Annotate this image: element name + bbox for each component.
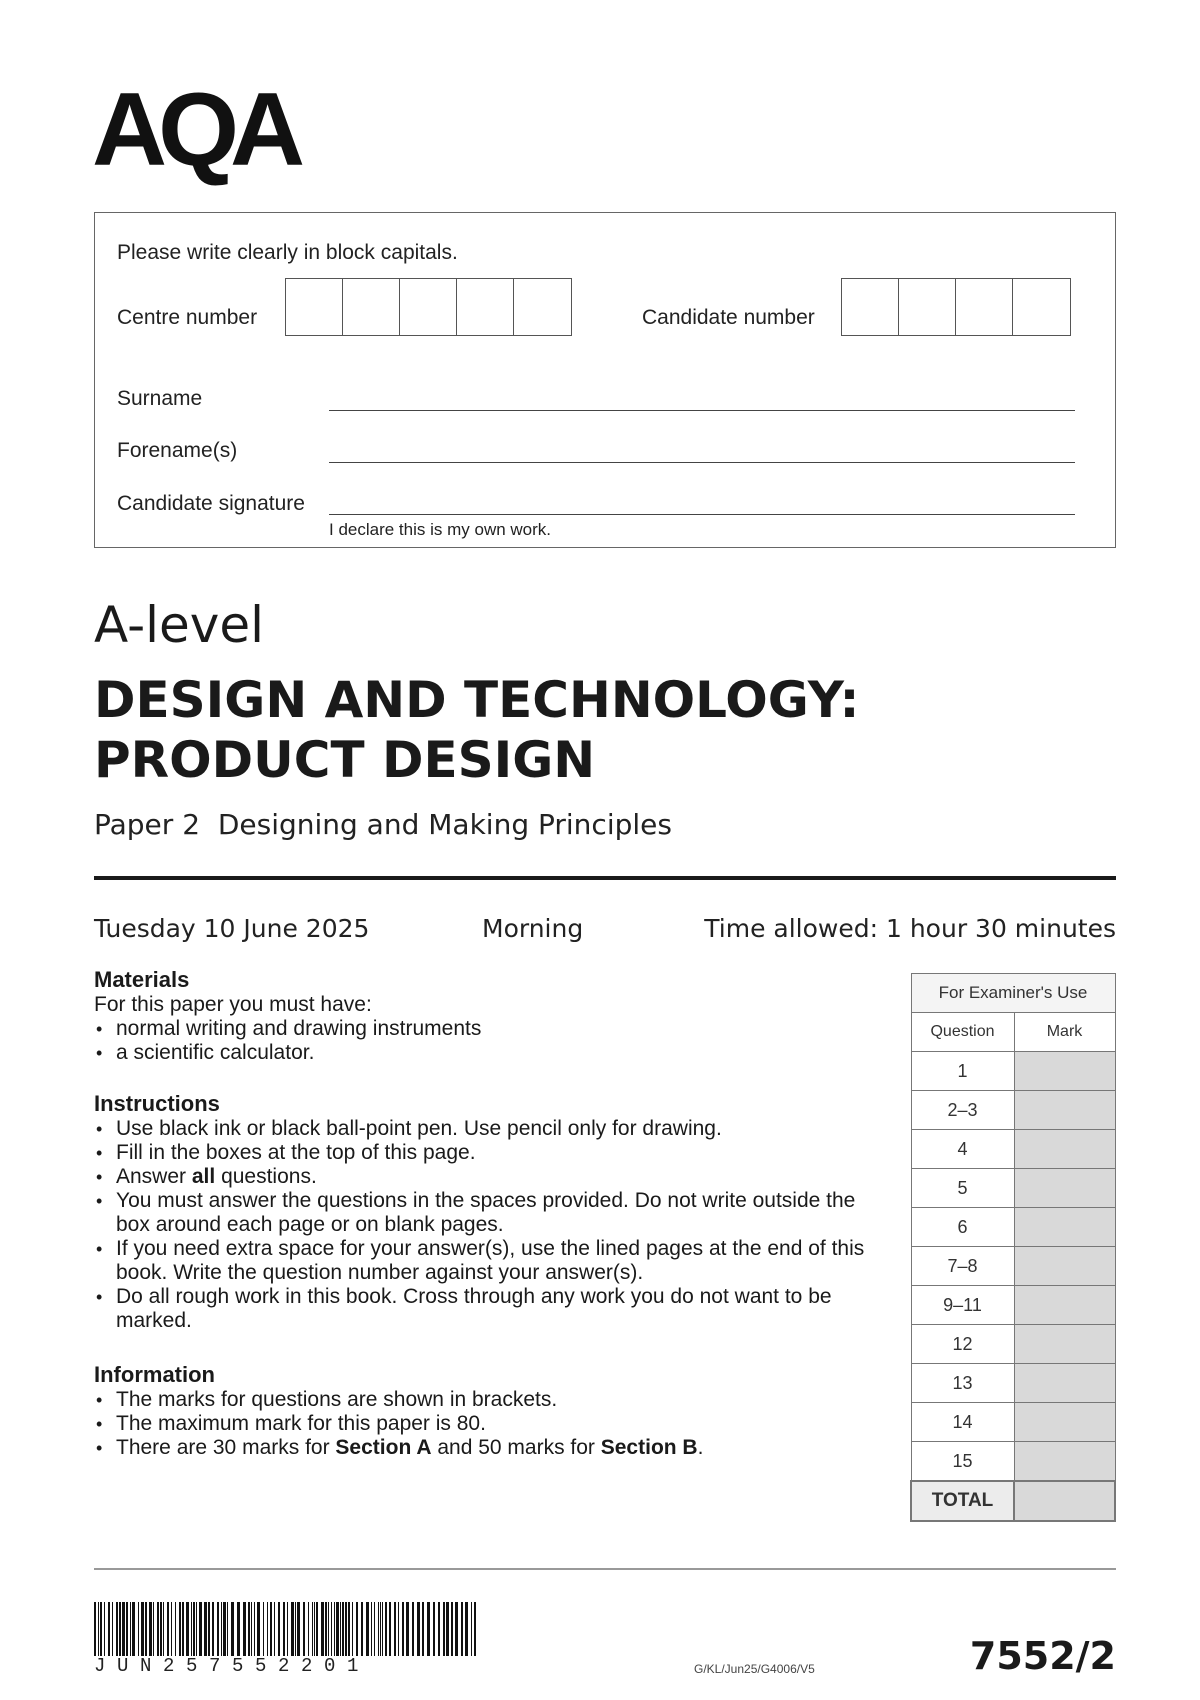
materials-section — [94, 967, 894, 1065]
mark-cell — [1014, 1247, 1115, 1286]
table-row — [911, 1442, 1115, 1482]
table-row — [911, 1403, 1115, 1442]
information-list — [94, 1388, 894, 1460]
table-row — [911, 1247, 1115, 1286]
examiner-table-title: For Examiner's Use — [911, 974, 1115, 1013]
list-item: • The maximum mark for this paper is 80. — [94, 1412, 894, 1436]
list-item: • Use black ink or black ball-point pen. Use pencil only for drawing. — [94, 1117, 894, 1141]
list-item: • normal writing and drawing instruments — [94, 1017, 894, 1041]
materials-intro: For this paper you must have: — [94, 993, 372, 1016]
candidate-number-digit-box[interactable] — [956, 279, 1013, 335]
subject-title-line-2: PRODUCT DESIGN — [94, 731, 596, 789]
table-row — [911, 1364, 1115, 1403]
list-item: • The marks for questions are shown in brackets. — [94, 1388, 894, 1412]
aqa-logo: AQA — [92, 72, 297, 188]
table-row — [911, 1130, 1115, 1169]
examiner-use-table — [910, 973, 1116, 1522]
question-number: 5 — [911, 1169, 1014, 1208]
candidate-number-digit-box[interactable] — [1013, 279, 1070, 335]
question-number: 2–3 — [911, 1091, 1014, 1130]
table-row — [911, 1325, 1115, 1364]
surname-field[interactable] — [329, 410, 1075, 411]
centre-number-boxes[interactable] — [285, 278, 572, 336]
mark-cell — [1014, 1325, 1115, 1364]
forenames-label: Forename(s) — [117, 439, 238, 462]
mark-cell — [1014, 1169, 1115, 1208]
subject-title — [94, 670, 860, 790]
surname-label: Surname — [117, 387, 203, 410]
instructions-heading: Instructions — [94, 1091, 220, 1116]
list-item: • Fill in the boxes at the top of this page. — [94, 1141, 894, 1165]
candidate-number-label: Candidate number — [642, 306, 815, 329]
time-allowed: Time allowed: 1 hour 30 minutes — [704, 914, 1116, 943]
question-number: 7–8 — [911, 1247, 1014, 1286]
question-number: 9–11 — [911, 1286, 1014, 1325]
signature-label: Candidate signature — [117, 492, 305, 515]
materials-list — [94, 1017, 894, 1065]
list-item: • There are 30 marks for Section A and 50 marks for Section B. — [94, 1436, 894, 1460]
question-number: 14 — [911, 1403, 1014, 1442]
table-row — [911, 1208, 1115, 1247]
paper-reference: G/KL/Jun25/G4006/V5 — [694, 1662, 815, 1676]
question-number: 12 — [911, 1325, 1014, 1364]
mark-cell — [1014, 1442, 1115, 1482]
candidate-number-digit-box[interactable] — [899, 279, 956, 335]
instructions-list — [94, 1117, 894, 1333]
paper-title: Paper 2 Designing and Making Principles — [94, 808, 672, 841]
mark-cell — [1014, 1286, 1115, 1325]
centre-number-digit-box[interactable] — [343, 279, 400, 335]
examiner-table-body — [911, 1052, 1115, 1522]
table-row — [911, 1091, 1115, 1130]
block-capitals-instruction: Please write clearly in block capitals. — [117, 241, 458, 264]
list-item: • a scientific calculator. — [94, 1041, 894, 1065]
candidate-number-boxes[interactable] — [841, 278, 1071, 336]
question-column-header: Question — [911, 1013, 1014, 1052]
mark-cell — [1014, 1403, 1115, 1442]
centre-number-digit-box[interactable] — [400, 279, 457, 335]
barcode-number: JUN257552201 — [94, 1655, 371, 1677]
qualification-level: A-level — [94, 596, 265, 654]
question-number: 15 — [911, 1442, 1014, 1482]
mark-cell — [1014, 1052, 1115, 1091]
divider-thick — [94, 876, 1116, 880]
total-mark-cell — [1014, 1481, 1115, 1521]
table-row — [911, 1052, 1115, 1091]
mark-cell — [1014, 1364, 1115, 1403]
forenames-field[interactable] — [329, 462, 1075, 463]
centre-number-digit-box[interactable] — [457, 279, 514, 335]
materials-heading: Materials — [94, 967, 190, 992]
centre-number-label: Centre number — [117, 306, 258, 329]
list-item: • Do all rough work in this book. Cross through any work you do not want to be marked. — [94, 1285, 894, 1333]
total-row — [911, 1481, 1115, 1521]
centre-number-digit-box[interactable] — [286, 279, 343, 335]
signature-field[interactable] — [329, 514, 1075, 515]
list-item: • If you need extra space for your answer(s), use the lined pages at the end of this book. Write the question number against your answer(s). — [94, 1237, 894, 1285]
mark-cell — [1014, 1208, 1115, 1247]
question-number: 6 — [911, 1208, 1014, 1247]
instructions-section — [94, 1091, 894, 1333]
mark-cell — [1014, 1130, 1115, 1169]
list-item: • Answer all questions. — [94, 1165, 894, 1189]
mark-column-header: Mark — [1014, 1013, 1115, 1052]
question-number: 1 — [911, 1052, 1014, 1091]
table-row — [911, 1169, 1115, 1208]
information-section — [94, 1362, 894, 1460]
total-label: TOTAL — [911, 1481, 1014, 1521]
subject-title-line-1: DESIGN AND TECHNOLOGY: — [94, 671, 860, 729]
declaration-text: I declare this is my own work. — [329, 520, 552, 539]
paper-code: 7552/2 — [969, 1634, 1116, 1678]
list-item: • You must answer the questions in the spaces provided. Do not write outside the box around each page or on blank pages. — [94, 1189, 894, 1237]
candidate-details-box — [94, 212, 1116, 548]
barcode — [94, 1602, 478, 1656]
exam-date: Tuesday 10 June 2025 — [94, 914, 370, 943]
question-number: 4 — [911, 1130, 1014, 1169]
mark-cell — [1014, 1091, 1115, 1130]
exam-session: Morning — [482, 914, 584, 943]
table-row — [911, 1286, 1115, 1325]
information-heading: Information — [94, 1362, 215, 1387]
divider-thin — [94, 1568, 1116, 1570]
candidate-number-digit-box[interactable] — [842, 279, 899, 335]
centre-number-digit-box[interactable] — [514, 279, 571, 335]
question-number: 13 — [911, 1364, 1014, 1403]
